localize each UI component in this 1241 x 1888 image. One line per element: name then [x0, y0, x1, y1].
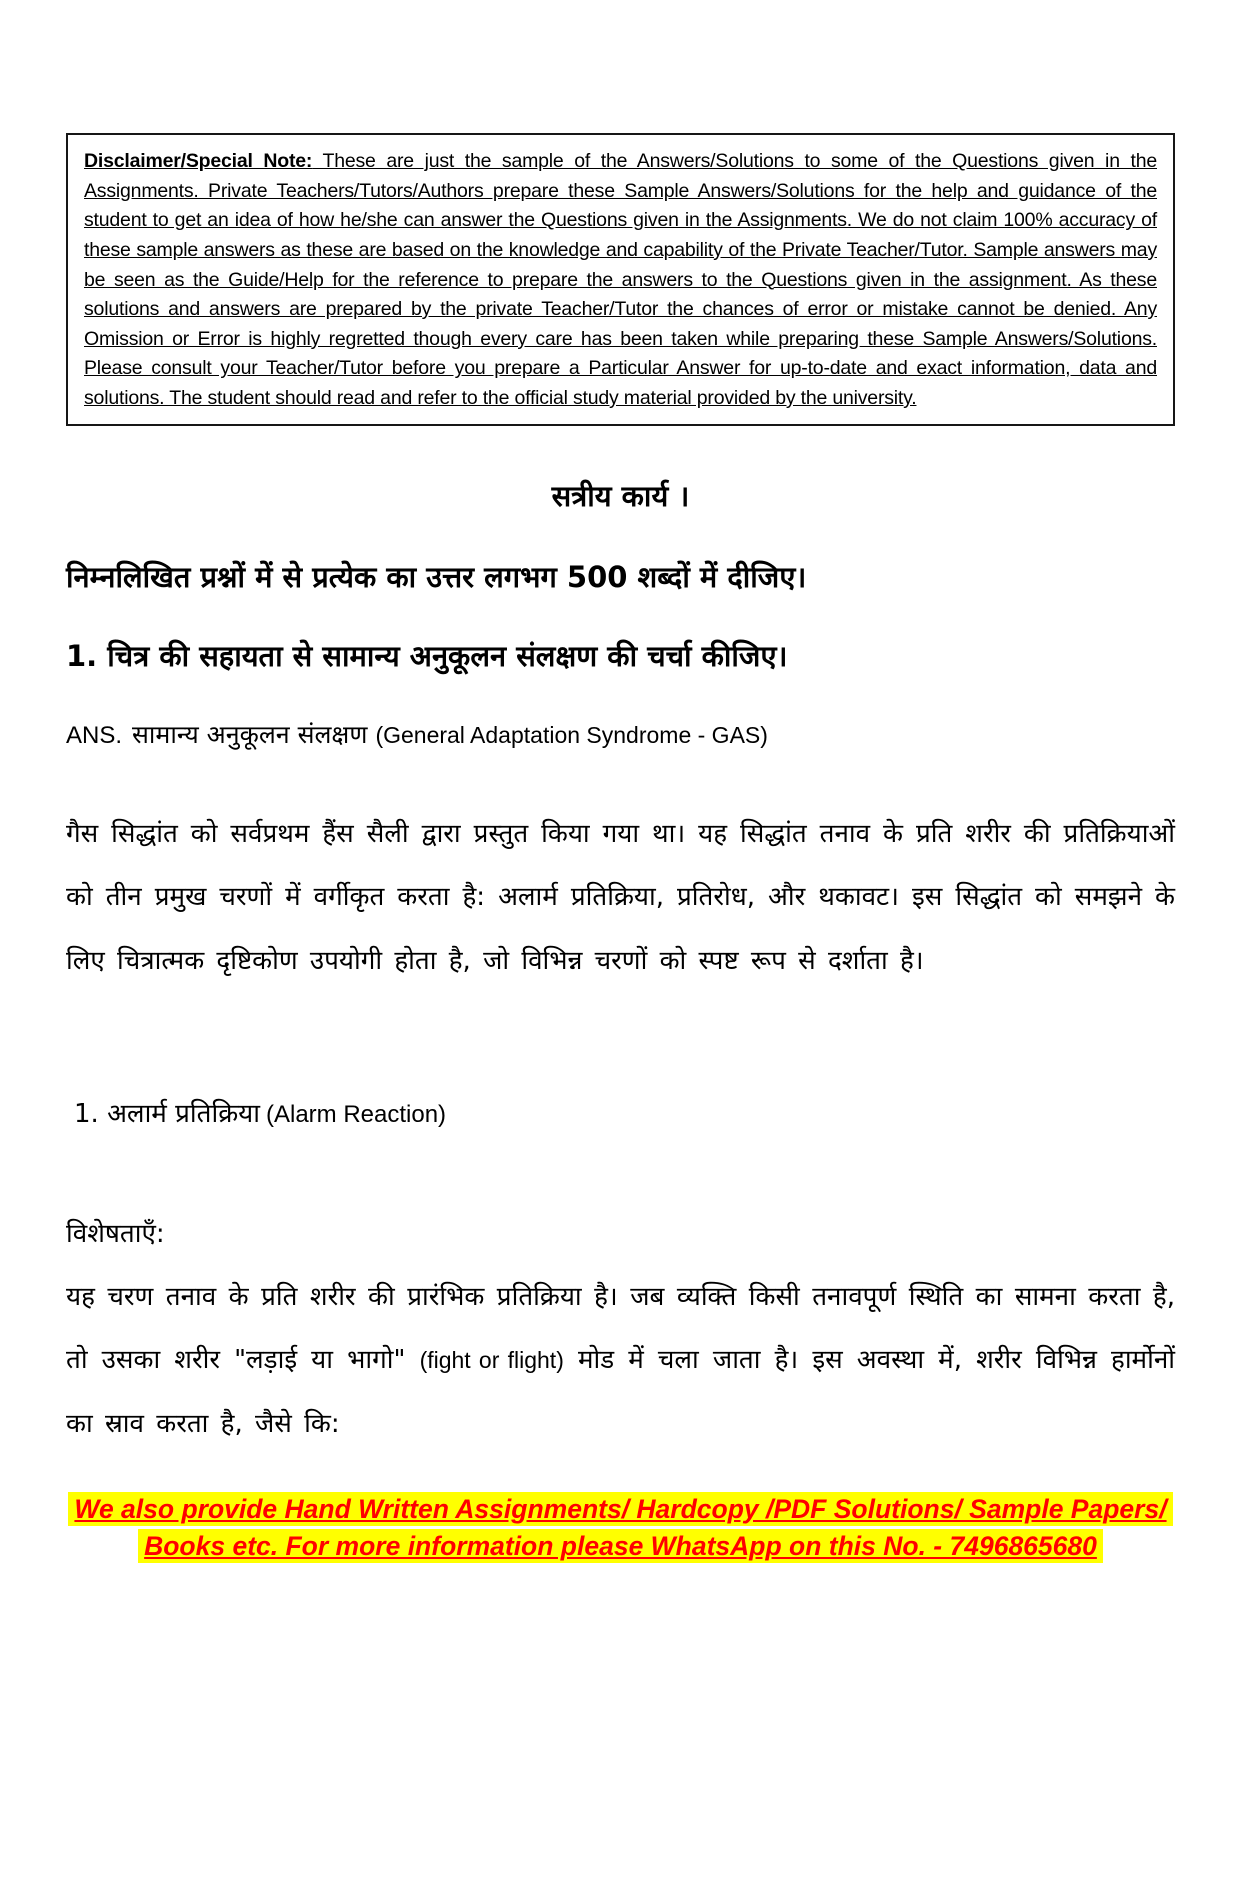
gas-theory-paragraph: गैस सिद्धांत को सर्वप्रथम हैंस सैली द्वारा प्रस्तुत किया गया था। यह सिद्धांत तनाव के प्रति शरीर की प्रतिक्रियाओं को तीन प्रमुख चरणों में वर्गीकृत करता है: अलार्म प्रतिक्रिया, प्रतिरोध, और थकावट। इस सिद्धांत को समझने के लिए चित्रात्मक दृष्टिकोण उपयोगी होता है, जो विभिन्न चरणों को स्पष्ट रूप से दर्शाता है। — [66, 818, 1175, 976]
promo-footer-row-2 — [66, 1528, 1175, 1566]
alarm-paragraph-part-1: यह चरण तनाव के प्रति शरीर की प्रारंभिक प्रतिक्रिया है। जब व्यक्ति किसी तनावपूर्ण स्थिति का सामना करता है, तो उसका शरीर "लड़ाई या भागो" — [66, 1281, 1175, 1376]
disclaimer-body-text: These are just the sample of the Answers/Solutions to some of the Questions given in the Assignments. Private Teachers/Tutors/Authors prepare these Sample Answers/Solutions for the help and guidance of the student to get an idea of how he/she can answer the Questions given in the Assignments. We do not claim 100% accuracy of these sample answers as these are based on the knowledge and capability of the Private Teacher/Tutor. Sample answers may be seen as the Guide/Help for the reference to prepare the answers to the Questions given in the assignment. As these solutions and answers are prepared by the private Teacher/Tutor the chances of error or mistake cannot be denied. Any Omission or Error is highly regretted though every care has been taken while preparing these Sample Answers/Solutions. Please consult your Teacher/Tutor before you prepare a Particular Answer for up-to-date and exact information, data and solutions. The student should read and refer to the official study material provided by the university. — [84, 150, 1157, 409]
disclaimer-box — [66, 133, 1175, 426]
stage-1-heading — [66, 1094, 1175, 1130]
promo-footer — [66, 1491, 1175, 1586]
alarm-paragraph-part-2: मोड में चला जाता है। इस अवस्था में, शरीर विभिन्न हार्मोनों का स्राव करता है, जैसे कि: — [66, 1345, 1175, 1440]
stage-1-heading-hindi: 1. अलार्म प्रतिक्रिया — [74, 1098, 260, 1129]
disclaimer-label: Disclaimer/Special Note: — [84, 150, 313, 172]
disclaimer-paragraph — [84, 147, 1157, 414]
alarm-reaction-paragraph — [66, 1266, 1175, 1457]
promo-footer-line-2: Books etc. For more information please WhatsApp on this No. - 7496865680 — [138, 1529, 1103, 1563]
section-title: सत्रीय कार्य । — [551, 478, 690, 513]
features-label: विशेषताएँ: — [66, 1218, 165, 1249]
fight-or-flight-english: (fight or flight) — [419, 1347, 564, 1374]
question-1: 1. चित्र की सहायता से सामान्य अनुकूलन संलक्षण की चर्चा कीजिए। — [66, 638, 788, 673]
answer-label: ANS. — [66, 721, 123, 749]
promo-footer-line-1: We also provide Hand Written Assignments/ Hardcopy /PDF Solutions/ Sample Papers/ — [68, 1492, 1172, 1526]
answer-line — [66, 717, 1175, 751]
answer-term-english: (General Adaptation Syndrome - GAS) — [375, 721, 768, 748]
assignment-instruction: निम्नलिखित प्रश्नों में से प्रत्येक का उत्तर लगभग 500 शब्दों में दीजिए। — [66, 559, 807, 594]
stage-1-heading-english: (Alarm Reaction) — [265, 1100, 447, 1128]
document-page — [0, 133, 1241, 1586]
promo-footer-row-1 — [66, 1491, 1175, 1529]
answer-term-hindi: सामान्य अनुकूलन संलक्षण — [132, 719, 368, 749]
